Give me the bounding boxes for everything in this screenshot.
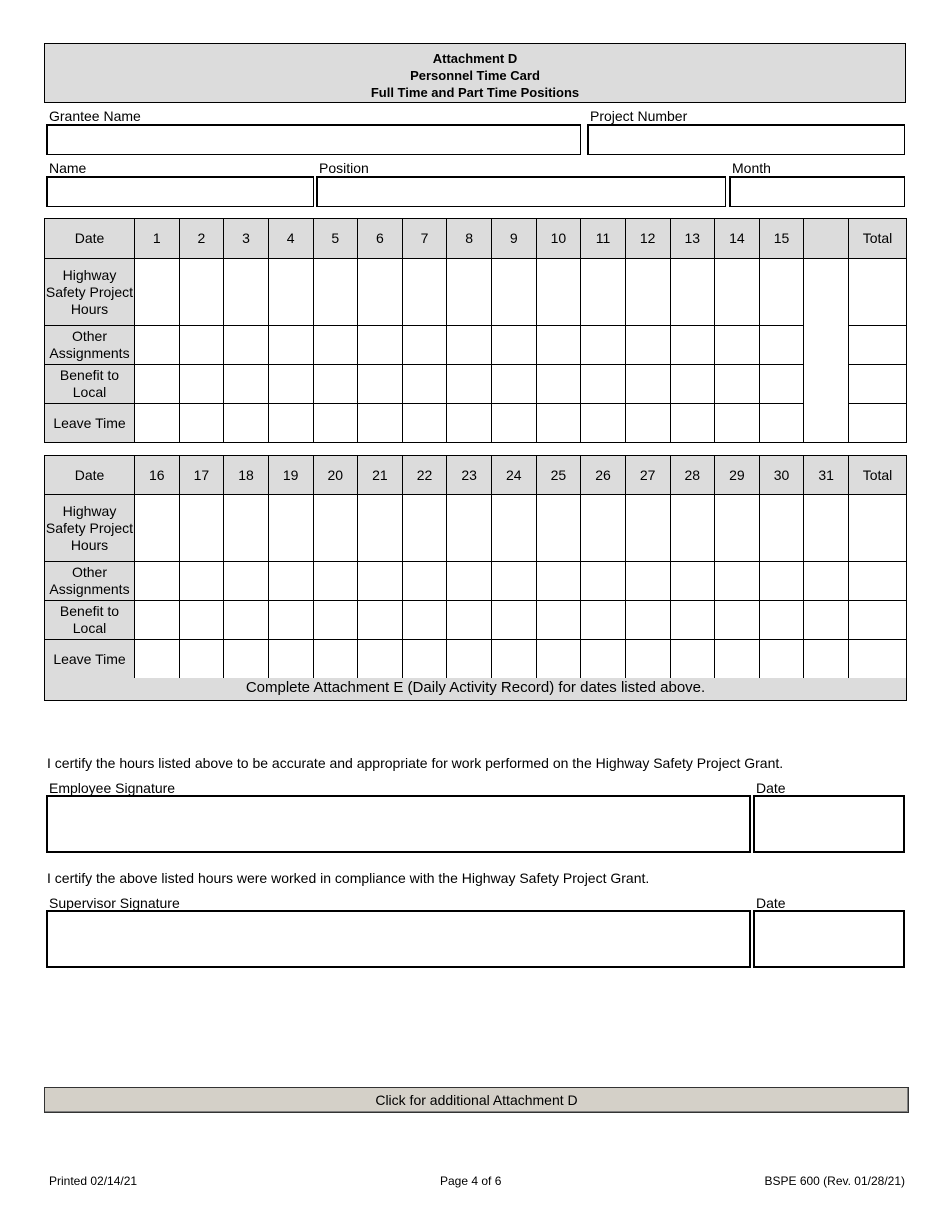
table-row — [45, 326, 907, 365]
hours-cell[interactable] — [804, 601, 849, 640]
hours-cell[interactable] — [625, 404, 670, 443]
form-title: Personnel Time Card — [410, 68, 540, 83]
hours-cell[interactable] — [581, 326, 626, 365]
day-header: 12 — [625, 219, 670, 259]
hours-cell[interactable] — [492, 259, 537, 326]
hours-cell[interactable] — [179, 640, 224, 679]
day-header: 21 — [358, 456, 403, 495]
hours-cell[interactable] — [135, 404, 180, 443]
hours-cell[interactable] — [581, 495, 626, 562]
hours-cell[interactable] — [179, 259, 224, 326]
hours-cell[interactable] — [313, 601, 358, 640]
hours-cell[interactable] — [268, 495, 313, 562]
hours-cell[interactable] — [715, 562, 760, 601]
hours-cell[interactable] — [179, 495, 224, 562]
day-header: 16 — [135, 456, 180, 495]
hours-cell[interactable] — [804, 495, 849, 562]
hours-cell[interactable] — [402, 495, 447, 562]
hours-cell[interactable] — [625, 365, 670, 404]
day-header-blank — [804, 219, 849, 259]
hours-cell[interactable] — [670, 326, 715, 365]
row-label-highway-safety: Highway Safety Project Hours — [45, 495, 135, 562]
table-row — [45, 404, 907, 443]
hours-cell[interactable] — [581, 259, 626, 326]
total-cell[interactable] — [849, 326, 907, 365]
date-header: Date — [45, 219, 135, 259]
hours-cell[interactable] — [759, 365, 804, 404]
hours-cell[interactable] — [670, 365, 715, 404]
supervisor-signature-label: Supervisor Signature — [49, 895, 180, 911]
hours-cell[interactable] — [670, 404, 715, 443]
hours-cell[interactable] — [402, 365, 447, 404]
hours-cell[interactable] — [402, 326, 447, 365]
blank-column-cell — [804, 259, 849, 443]
day-header: 4 — [268, 219, 313, 259]
hours-cell[interactable] — [536, 326, 581, 365]
hours-cell[interactable] — [715, 259, 760, 326]
position-field[interactable] — [316, 176, 726, 207]
hours-cell[interactable] — [670, 259, 715, 326]
hours-cell[interactable] — [358, 562, 403, 601]
hours-cell[interactable] — [447, 601, 492, 640]
total-header: Total — [849, 456, 907, 495]
project-number-label: Project Number — [590, 108, 688, 124]
hours-cell[interactable] — [804, 562, 849, 601]
hours-cell[interactable] — [492, 562, 537, 601]
hours-cell[interactable] — [135, 601, 180, 640]
hours-cell[interactable] — [447, 562, 492, 601]
month-field[interactable] — [729, 176, 905, 207]
total-cell[interactable] — [849, 404, 907, 443]
attachment-e-note: Complete Attachment E (Daily Activity Record) for dates listed above. — [44, 678, 907, 701]
hours-cell[interactable] — [759, 404, 804, 443]
hours-cell[interactable] — [402, 640, 447, 679]
hours-cell[interactable] — [224, 404, 269, 443]
hours-cell[interactable] — [715, 326, 760, 365]
hours-cell[interactable] — [358, 259, 403, 326]
row-label-leave-time: Leave Time — [45, 404, 135, 443]
hours-cell[interactable] — [135, 562, 180, 601]
hours-cell[interactable] — [670, 495, 715, 562]
hours-cell[interactable] — [625, 495, 670, 562]
hours-cell[interactable] — [759, 601, 804, 640]
employee-signature-field[interactable] — [46, 795, 751, 853]
hours-cell[interactable] — [179, 365, 224, 404]
hours-cell[interactable] — [179, 404, 224, 443]
day-header: 11 — [581, 219, 626, 259]
hours-cell[interactable] — [268, 601, 313, 640]
grantee-name-field[interactable] — [46, 124, 581, 155]
employee-date-label: Date — [756, 780, 786, 796]
total-cell[interactable] — [849, 259, 907, 326]
hours-cell[interactable] — [358, 326, 403, 365]
printed-date: Printed 02/14/21 — [49, 1174, 138, 1188]
hours-cell[interactable] — [492, 326, 537, 365]
table-row — [45, 259, 907, 326]
hours-cell[interactable] — [313, 640, 358, 679]
hours-cell[interactable] — [402, 601, 447, 640]
hours-cell[interactable] — [447, 259, 492, 326]
hours-cell[interactable] — [313, 495, 358, 562]
hours-cell[interactable] — [224, 259, 269, 326]
hours-cell[interactable] — [447, 326, 492, 365]
hours-cell[interactable] — [759, 562, 804, 601]
hours-cell[interactable] — [358, 404, 403, 443]
row-label-benefit-to-local: Benefit to Local — [45, 365, 135, 404]
hours-cell[interactable] — [135, 259, 180, 326]
hours-cell[interactable] — [581, 404, 626, 443]
hours-cell[interactable] — [715, 495, 760, 562]
hours-cell[interactable] — [268, 259, 313, 326]
total-header: Total — [849, 219, 907, 259]
row-label-other-assignments: Other Assignments — [45, 326, 135, 365]
day-header: 25 — [536, 456, 581, 495]
day-header: 22 — [402, 456, 447, 495]
hours-cell[interactable] — [135, 640, 180, 679]
hours-cell[interactable] — [715, 365, 760, 404]
hours-cell[interactable] — [358, 365, 403, 404]
table-header-row — [45, 456, 907, 495]
day-header: 13 — [670, 219, 715, 259]
hours-cell[interactable] — [447, 640, 492, 679]
supervisor-certification-text: I certify the above listed hours were worked in compliance with the Highway Safety Project Grant. — [47, 870, 650, 886]
day-header: 8 — [447, 219, 492, 259]
additional-attachment-d-button[interactable]: Click for additional Attachment D — [44, 1087, 909, 1113]
hours-cell[interactable] — [224, 326, 269, 365]
day-header: 10 — [536, 219, 581, 259]
hours-cell[interactable] — [715, 404, 760, 443]
hours-cell[interactable] — [536, 404, 581, 443]
hours-cell[interactable] — [447, 404, 492, 443]
name-label: Name — [49, 160, 87, 176]
table-header-row — [45, 219, 907, 259]
time-table-days-1-15 — [44, 218, 907, 443]
table-row — [45, 562, 907, 601]
hours-cell[interactable] — [135, 326, 180, 365]
total-cell[interactable] — [849, 562, 907, 601]
hours-cell[interactable] — [625, 562, 670, 601]
project-number-field[interactable] — [587, 124, 905, 155]
day-header: 14 — [715, 219, 760, 259]
time-table-days-16-31 — [44, 455, 907, 679]
day-header: 7 — [402, 219, 447, 259]
hours-cell[interactable] — [224, 495, 269, 562]
hours-cell[interactable] — [447, 365, 492, 404]
hours-cell[interactable] — [224, 365, 269, 404]
employee-signature-label: Employee Signature — [49, 780, 176, 796]
hours-cell[interactable] — [492, 365, 537, 404]
hours-cell[interactable] — [135, 365, 180, 404]
month-label: Month — [732, 160, 771, 176]
day-header: 9 — [492, 219, 537, 259]
hours-cell[interactable] — [492, 640, 537, 679]
position-label: Position — [319, 160, 369, 176]
row-label-benefit-to-local: Benefit to Local — [45, 601, 135, 640]
hours-cell[interactable] — [224, 640, 269, 679]
page-number: Page 4 of 6 — [440, 1174, 502, 1188]
form-header — [44, 43, 906, 103]
hours-cell[interactable] — [492, 404, 537, 443]
date-header: Date — [45, 456, 135, 495]
hours-cell[interactable] — [536, 601, 581, 640]
hours-cell[interactable] — [313, 562, 358, 601]
hours-cell[interactable] — [670, 601, 715, 640]
hours-cell[interactable] — [179, 562, 224, 601]
day-header: 3 — [224, 219, 269, 259]
hours-cell[interactable] — [625, 259, 670, 326]
hours-cell[interactable] — [804, 640, 849, 679]
hours-cell[interactable] — [179, 601, 224, 640]
employee-date-field[interactable] — [753, 795, 905, 853]
day-header: 24 — [492, 456, 537, 495]
day-header: 31 — [804, 456, 849, 495]
hours-cell[interactable] — [402, 562, 447, 601]
hours-cell[interactable] — [759, 259, 804, 326]
day-header: 26 — [581, 456, 626, 495]
total-cell[interactable] — [849, 601, 907, 640]
hours-cell[interactable] — [268, 562, 313, 601]
total-cell[interactable] — [849, 365, 907, 404]
hours-cell[interactable] — [715, 640, 760, 679]
total-cell[interactable] — [849, 495, 907, 562]
hours-cell[interactable] — [759, 326, 804, 365]
day-header: 29 — [715, 456, 760, 495]
hours-cell[interactable] — [402, 404, 447, 443]
hours-cell[interactable] — [135, 495, 180, 562]
day-header: 19 — [268, 456, 313, 495]
day-header: 1 — [135, 219, 180, 259]
table-row — [45, 495, 907, 562]
day-header: 27 — [625, 456, 670, 495]
hours-cell[interactable] — [268, 640, 313, 679]
row-label-leave-time: Leave Time — [45, 640, 135, 679]
hours-cell[interactable] — [536, 365, 581, 404]
hours-cell[interactable] — [402, 259, 447, 326]
hours-cell[interactable] — [268, 404, 313, 443]
hours-cell[interactable] — [179, 326, 224, 365]
form-subtitle: Full Time and Part Time Positions — [370, 85, 580, 100]
hours-cell[interactable] — [313, 404, 358, 443]
hours-cell[interactable] — [536, 562, 581, 601]
hours-cell[interactable] — [759, 640, 804, 679]
day-header: 6 — [358, 219, 403, 259]
hours-cell[interactable] — [536, 495, 581, 562]
day-header: 28 — [670, 456, 715, 495]
hours-cell[interactable] — [224, 601, 269, 640]
row-label-other-assignments: Other Assignments — [45, 562, 135, 601]
day-header: 2 — [179, 219, 224, 259]
day-header: 17 — [179, 456, 224, 495]
hours-cell[interactable] — [358, 601, 403, 640]
hours-cell[interactable] — [268, 365, 313, 404]
form-id: BSPE 600 (Rev. 01/28/21) — [764, 1174, 905, 1188]
row-label-highway-safety: Highway Safety Project Hours — [45, 259, 135, 326]
attachment-title: Attachment D — [432, 51, 518, 66]
employee-certification-text: I certify the hours listed above to be accurate and appropriate for work performed on the Highway Safety Project Grant. — [47, 755, 784, 771]
table-row — [45, 365, 907, 404]
day-header: 15 — [759, 219, 804, 259]
day-header: 30 — [759, 456, 804, 495]
hours-cell[interactable] — [581, 562, 626, 601]
hours-cell[interactable] — [625, 326, 670, 365]
hours-cell[interactable] — [670, 562, 715, 601]
day-header: 23 — [447, 456, 492, 495]
total-cell[interactable] — [849, 640, 907, 679]
hours-cell[interactable] — [581, 365, 626, 404]
hours-cell[interactable] — [581, 640, 626, 679]
hours-cell[interactable] — [313, 259, 358, 326]
hours-cell[interactable] — [313, 326, 358, 365]
hours-cell[interactable] — [715, 601, 760, 640]
grantee-name-label: Grantee Name — [49, 108, 141, 124]
day-header: 20 — [313, 456, 358, 495]
hours-cell[interactable] — [358, 495, 403, 562]
hours-cell[interactable] — [581, 601, 626, 640]
hours-cell[interactable] — [625, 640, 670, 679]
hours-cell[interactable] — [313, 365, 358, 404]
day-header: 18 — [224, 456, 269, 495]
supervisor-date-label: Date — [756, 895, 786, 911]
name-field[interactable] — [46, 176, 314, 207]
hours-cell[interactable] — [759, 495, 804, 562]
table-row — [45, 640, 907, 679]
supervisor-date-field[interactable] — [753, 910, 905, 968]
hours-cell[interactable] — [670, 640, 715, 679]
hours-cell[interactable] — [492, 495, 537, 562]
hours-cell[interactable] — [268, 326, 313, 365]
supervisor-signature-field[interactable] — [46, 910, 751, 968]
table-row — [45, 601, 907, 640]
hours-cell[interactable] — [447, 495, 492, 562]
hours-cell[interactable] — [536, 259, 581, 326]
day-header: 5 — [313, 219, 358, 259]
hours-cell[interactable] — [224, 562, 269, 601]
hours-cell[interactable] — [358, 640, 403, 679]
hours-cell[interactable] — [492, 601, 537, 640]
hours-cell[interactable] — [536, 640, 581, 679]
hours-cell[interactable] — [625, 601, 670, 640]
